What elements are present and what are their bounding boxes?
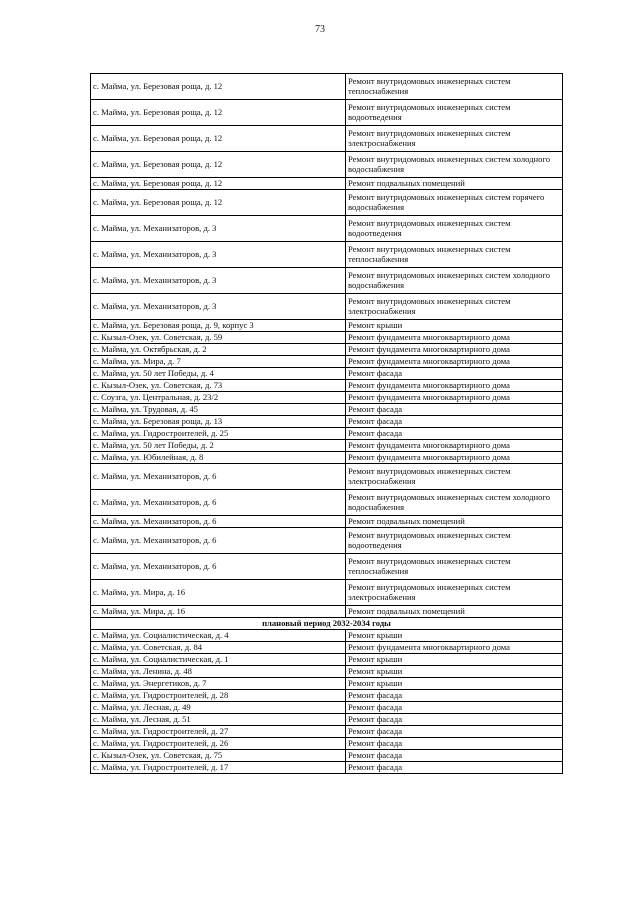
- section-header-row: [91, 618, 563, 630]
- work-type-cell: Ремонт фундамента многоквартирного дома: [346, 332, 563, 344]
- work-type-cell: Ремонт фасада: [346, 726, 563, 738]
- repair-works-table: [90, 73, 563, 774]
- table-row: [91, 714, 563, 726]
- table-row: [91, 152, 563, 178]
- work-type-cell: Ремонт крыши: [346, 630, 563, 642]
- table-row: [91, 750, 563, 762]
- work-type-cell: Ремонт фасада: [346, 702, 563, 714]
- work-type-cell: Ремонт фасада: [346, 368, 563, 380]
- work-type-cell: Ремонт подвальных помещений: [346, 178, 563, 190]
- work-type-cell: Ремонт фундамента многоквартирного дома: [346, 380, 563, 392]
- address-cell: с. Кызыл-Озек, ул. Советская, д. 75: [91, 750, 346, 762]
- work-type-cell: Ремонт внутридомовых инженерных систем электроснабжения: [346, 464, 563, 490]
- work-type-cell: Ремонт фасада: [346, 428, 563, 440]
- table-row: [91, 464, 563, 490]
- table-row: [91, 726, 563, 738]
- address-cell: с. Майма, ул. Механизаторов, д. 6: [91, 490, 346, 516]
- work-type-cell: Ремонт фасада: [346, 750, 563, 762]
- address-cell: с. Майма, ул. Механизаторов, д. 6: [91, 528, 346, 554]
- address-cell: с. Майма, ул. Лесная, д. 51: [91, 714, 346, 726]
- address-cell: с. Майма, ул. Энергетиков, д. 7: [91, 678, 346, 690]
- table-row: [91, 654, 563, 666]
- table-row: [91, 690, 563, 702]
- section-title: плановый период 2032-2034 годы: [91, 618, 563, 630]
- address-cell: с. Майма, ул. Лесная, д. 49: [91, 702, 346, 714]
- work-type-cell: Ремонт внутридомовых инженерных систем электроснабжения: [346, 126, 563, 152]
- work-type-cell: Ремонт фасада: [346, 762, 563, 774]
- address-cell: с. Майма, ул. Березовая роща, д. 13: [91, 416, 346, 428]
- work-type-cell: Ремонт фасада: [346, 404, 563, 416]
- table-row: [91, 332, 563, 344]
- work-type-cell: Ремонт подвальных помещений: [346, 516, 563, 528]
- work-type-cell: Ремонт крыши: [346, 678, 563, 690]
- table-row: [91, 666, 563, 678]
- table-row: [91, 416, 563, 428]
- table-row: [91, 190, 563, 216]
- work-type-cell: Ремонт внутридомовых инженерных систем водоотведения: [346, 216, 563, 242]
- address-cell: с. Майма, ул. Юбилейная, д. 8: [91, 452, 346, 464]
- work-type-cell: Ремонт фундамента многоквартирного дома: [346, 392, 563, 404]
- address-cell: с. Майма, ул. Советская, д. 84: [91, 642, 346, 654]
- address-cell: с. Майма, ул. 50 лет Победы, д. 2: [91, 440, 346, 452]
- address-cell: с. Майма, ул. Гидростроителей, д. 28: [91, 690, 346, 702]
- work-type-cell: Ремонт фасада: [346, 690, 563, 702]
- table-row: [91, 268, 563, 294]
- address-cell: с. Майма, ул. Березовая роща, д. 12: [91, 74, 346, 100]
- address-cell: с. Майма, ул. Механизаторов, д. 3: [91, 268, 346, 294]
- work-type-cell: Ремонт внутридомовых инженерных систем теплоснабжения: [346, 554, 563, 580]
- table-row: [91, 320, 563, 332]
- table-row: [91, 344, 563, 356]
- address-cell: с. Майма, ул. Мира, д. 16: [91, 606, 346, 618]
- work-type-cell: Ремонт фасада: [346, 416, 563, 428]
- work-type-cell: Ремонт внутридомовых инженерных систем водоотведения: [346, 528, 563, 554]
- work-type-cell: Ремонт фасада: [346, 738, 563, 750]
- address-cell: с. Майма, ул. Березовая роща, д. 12: [91, 152, 346, 178]
- work-type-cell: Ремонт внутридомовых инженерных систем электроснабжения: [346, 580, 563, 606]
- table-row: [91, 738, 563, 750]
- table-row: [91, 356, 563, 368]
- address-cell: с. Майма, ул. Березовая роща, д. 12: [91, 190, 346, 216]
- table-row: [91, 428, 563, 440]
- table-row: [91, 126, 563, 152]
- address-cell: с. Кызыл-Озек, ул. Советская, д. 73: [91, 380, 346, 392]
- table-row: [91, 702, 563, 714]
- work-type-cell: Ремонт внутридомовых инженерных систем теплоснабжения: [346, 242, 563, 268]
- address-cell: с. Майма, ул. Механизаторов, д. 3: [91, 294, 346, 320]
- table-row: [91, 642, 563, 654]
- address-cell: с. Майма, ул. Гидростроителей, д. 17: [91, 762, 346, 774]
- address-cell: с. Майма, ул. Гидростроителей, д. 27: [91, 726, 346, 738]
- work-type-cell: Ремонт фундамента многоквартирного дома: [346, 344, 563, 356]
- work-type-cell: Ремонт внутридомовых инженерных систем холодного водоснабжения: [346, 268, 563, 294]
- table-row: [91, 678, 563, 690]
- address-cell: с. Майма, ул. Октябрьская, д. 2: [91, 344, 346, 356]
- table-row: [91, 606, 563, 618]
- work-type-cell: Ремонт внутридомовых инженерных систем водоотведения: [346, 100, 563, 126]
- table-row: [91, 630, 563, 642]
- table-row: [91, 554, 563, 580]
- address-cell: с. Майма, ул. Трудовая, д. 45: [91, 404, 346, 416]
- work-type-cell: Ремонт фундамента многоквартирного дома: [346, 452, 563, 464]
- table-row: [91, 516, 563, 528]
- work-type-cell: Ремонт подвальных помещений: [346, 606, 563, 618]
- address-cell: с. Соузга, ул. Центральная, д. 23/2: [91, 392, 346, 404]
- address-cell: с. Майма, ул. Механизаторов, д. 6: [91, 554, 346, 580]
- address-cell: с. Кызыл-Озек, ул. Советская, д. 59: [91, 332, 346, 344]
- work-type-cell: Ремонт крыши: [346, 666, 563, 678]
- address-cell: с. Майма, ул. Березовая роща, д. 12: [91, 100, 346, 126]
- table-row: [91, 762, 563, 774]
- work-type-cell: Ремонт внутридомовых инженерных систем теплоснабжения: [346, 74, 563, 100]
- address-cell: с. Майма, ул. Березовая роща, д. 12: [91, 178, 346, 190]
- table-row: [91, 392, 563, 404]
- table-row: [91, 490, 563, 516]
- work-type-cell: Ремонт внутридомовых инженерных систем холодного водоснабжения: [346, 490, 563, 516]
- work-type-cell: Ремонт внутридомовых инженерных систем электроснабжения: [346, 294, 563, 320]
- table-row: [91, 242, 563, 268]
- work-type-cell: Ремонт фасада: [346, 714, 563, 726]
- address-cell: с. Майма, ул. Гидростроителей, д. 26: [91, 738, 346, 750]
- address-cell: с. Майма, ул. 50 лет Победы, д. 4: [91, 368, 346, 380]
- work-type-cell: Ремонт фундамента многоквартирного дома: [346, 440, 563, 452]
- table-row: [91, 404, 563, 416]
- work-type-cell: Ремонт крыши: [346, 654, 563, 666]
- page-number: 73: [315, 24, 325, 35]
- table-row: [91, 368, 563, 380]
- repair-works-table-body: [91, 74, 563, 774]
- address-cell: с. Майма, ул. Гидростроителей, д. 25: [91, 428, 346, 440]
- address-cell: с. Майма, ул. Механизаторов, д. 6: [91, 516, 346, 528]
- work-type-cell: Ремонт фундамента многоквартирного дома: [346, 356, 563, 368]
- work-type-cell: Ремонт внутридомовых инженерных систем горячего водоснабжения: [346, 190, 563, 216]
- address-cell: с. Майма, ул. Социалистическая, д. 1: [91, 654, 346, 666]
- table-row: [91, 178, 563, 190]
- table-row: [91, 440, 563, 452]
- address-cell: с. Майма, ул. Мира, д. 16: [91, 580, 346, 606]
- address-cell: с. Майма, ул. Социалистическая, д. 4: [91, 630, 346, 642]
- table-row: [91, 216, 563, 242]
- table-row: [91, 74, 563, 100]
- work-type-cell: Ремонт крыши: [346, 320, 563, 332]
- work-type-cell: Ремонт фундамента многоквартирного дома: [346, 642, 563, 654]
- address-cell: с. Майма, ул. Механизаторов, д. 3: [91, 216, 346, 242]
- table-row: [91, 528, 563, 554]
- address-cell: с. Майма, ул. Березовая роща, д. 12: [91, 126, 346, 152]
- address-cell: с. Майма, ул. Механизаторов, д. 6: [91, 464, 346, 490]
- address-cell: с. Майма, ул. Механизаторов, д. 3: [91, 242, 346, 268]
- work-type-cell: Ремонт внутридомовых инженерных систем холодного водоснабжения: [346, 152, 563, 178]
- table-row: [91, 452, 563, 464]
- table-row: [91, 580, 563, 606]
- table-row: [91, 100, 563, 126]
- table-row: [91, 294, 563, 320]
- address-cell: с. Майма, ул. Березовая роща, д. 9, корпус 3: [91, 320, 346, 332]
- address-cell: с. Майма, ул. Мира, д. 7: [91, 356, 346, 368]
- address-cell: с. Майма, ул. Ленина, д. 48: [91, 666, 346, 678]
- table-row: [91, 380, 563, 392]
